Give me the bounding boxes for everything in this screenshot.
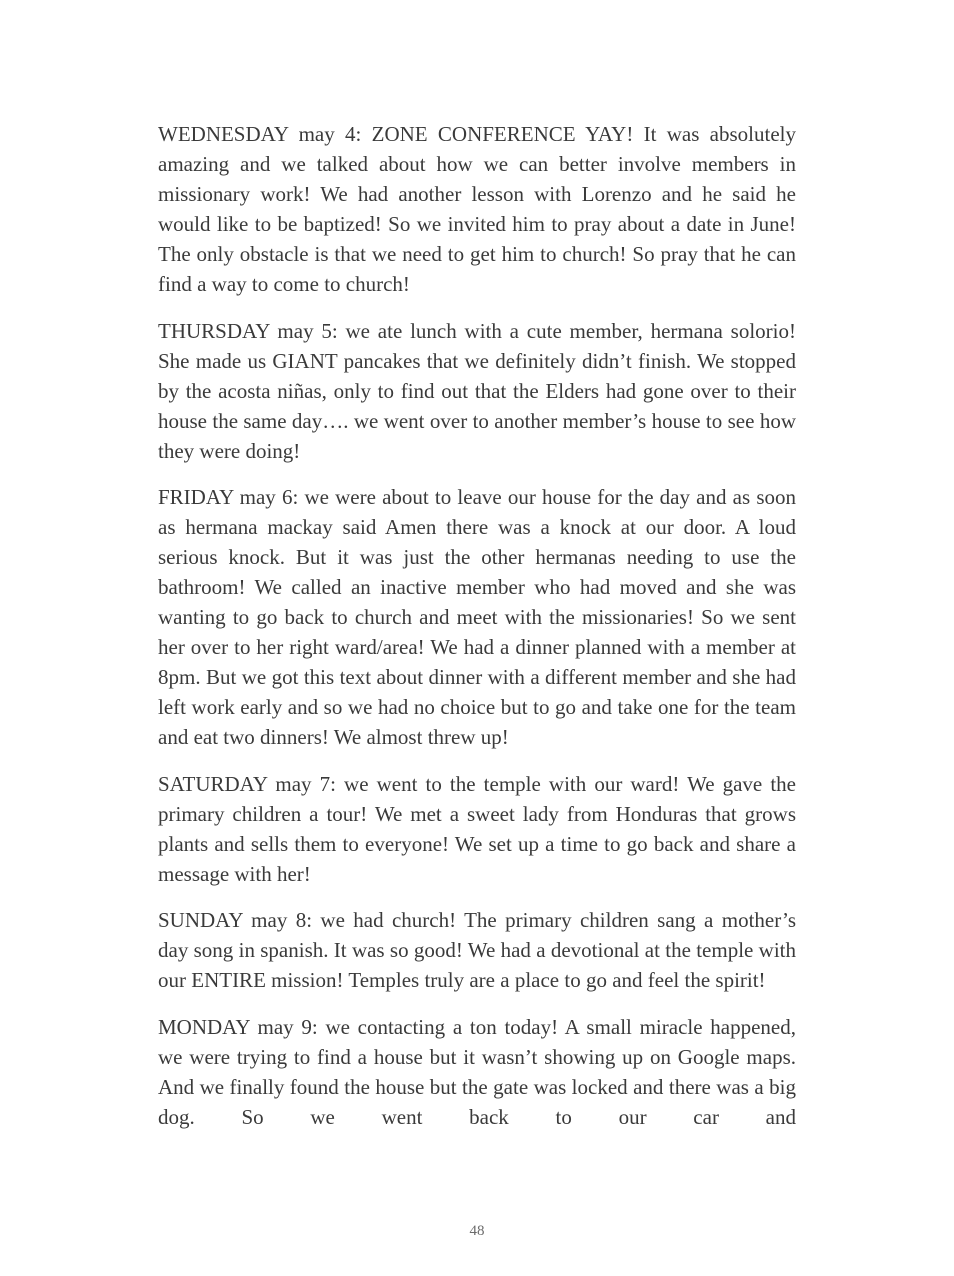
paragraph-friday: FRIDAY may 6: we were about to leave our house for the day and as soon as hermana mackay said Amen there was a knock at our door. A loud serious knock. But it was just the other hermanas needing to use the bathroom! We called an inactive member who had moved and she was wanting to go back to church and meet with the missionaries! So we sent her over to her right ward/area! We had a dinner planned with a member at 8pm. But we got this text about dinner with a different member and she had left work early and so we had no choice but to go and take one for the team and eat two dinners! We almost threw up! xyxy=(158,485,796,749)
journal-text-body xyxy=(158,119,796,1132)
paragraph-monday: MONDAY may 9: we contacting a ton today! A small miracle happened, we were trying to find a house but it wasn’t showing up on Google maps. And we finally found the house but the gate was locked and there was a big dog. So we went back to our car and xyxy=(158,1014,796,1129)
paragraph-thursday: THURSDAY may 5: we ate lunch with a cute member, hermana solorio! She made us GIANT pancakes that we definitely didn’t finish. We stopped by the acosta niñas, only to find out that the Elders had gone over to their house the same day…. we went over to another member’s house to see how they were doing! xyxy=(158,318,796,463)
paragraph-wednesday: WEDNESDAY may 4: ZONE CONFERENCE YAY! It was absolutely amazing and we talked about how we can better involve members in missionary work! We had another lesson with Lorenzo and he said he would like to be baptized! So we invited him to pray about a date in June! The only obstacle is that we need to get him to church! So pray that he can find a way to come to church! xyxy=(158,122,796,296)
page-number: 48 xyxy=(469,1223,485,1239)
paragraph-saturday: SATURDAY may 7: we went to the temple with our ward! We gave the primary children a tour! We met a sweet lady from Honduras that grows plants and sells them to everyone! We set up a time to go back and share a message with her! xyxy=(158,771,796,886)
paragraph-sunday: SUNDAY may 8: we had church! The primary children sang a mother’s day song in spanish. It was so good! We had a devotional at the temple with our ENTIRE mission! Temples truly are a place to go and feel the spirit! xyxy=(158,908,796,992)
